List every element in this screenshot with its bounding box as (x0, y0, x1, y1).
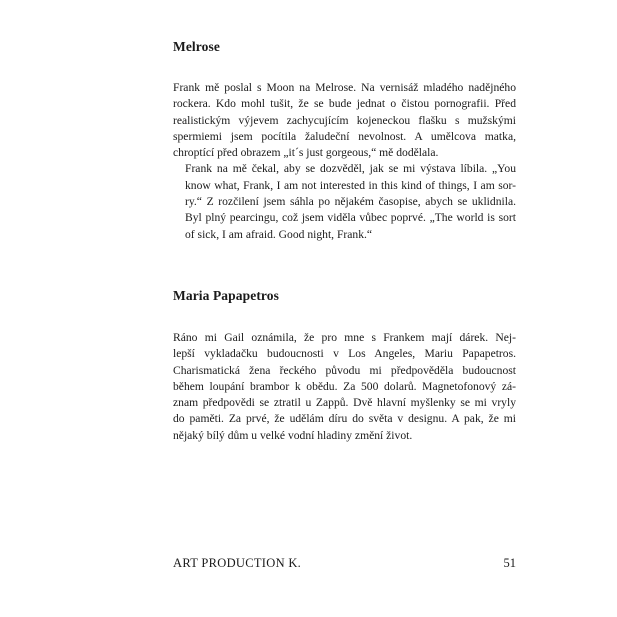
section-title-maria-papapetros: Maria Papapetros (173, 288, 279, 303)
text-line: spermiemi jsem pocítila žaludeční nevolnost. A umělcova matka, (173, 129, 516, 143)
footer-publisher: ART PRODUCTION K. (173, 556, 302, 570)
text-line: know what, Frank, I am not interested in this kind of things, I am sor- (185, 178, 516, 192)
text-line: of sick, I am afraid. Good night, Frank.“ (185, 227, 373, 241)
text-line: Frank mě poslal s Moon na Melrose. Na vernisáž mladého nadějného (173, 81, 516, 94)
paragraph (173, 330, 516, 444)
text-line: Ráno mi Gail oznámila, že pro mne s Frankem mají dárek. Nej- (173, 331, 516, 344)
text-line: znam předpovědi se ztratil u Zappů. Dvě hlavní myšlenky se mi vryly (173, 396, 516, 410)
paragraph (173, 80, 516, 161)
paragraph (173, 161, 516, 242)
text-line: ry.“ Z rozčilení jsem sáhla po nějakém časopise, abych se uklidnila. (185, 195, 516, 209)
text-line: chroptící před obrazem „it´s just gorgeous,“ mě dodělala. (173, 146, 439, 160)
section-title-melrose: Melrose (173, 39, 220, 54)
text-line: Byl plný pearcingu, což jsem viděla vůbec poprvé. „The world is sort (185, 211, 516, 225)
section-body-melrose (173, 80, 516, 243)
text-line: nějaký bílý dům u velké vodní hladiny změní život. (173, 428, 413, 442)
text-line: rockera. Kdo mohl tušit, že se bude jednat o čistou pornografii. Před (173, 97, 516, 111)
text-line: do paměti. Za prvé, že udělám díru do světa v designu. A pak, že mi (173, 412, 516, 426)
text-line: lepší vykladačku budoucnosti v Los Angeles, Mariu Papapetros. (173, 347, 516, 361)
section-body-maria-papapetros (173, 330, 516, 444)
text-line: během loupání brambor k obědu. Za 500 dolarů. Magnetofonový zá- (173, 379, 516, 393)
text-line: Frank na mě čekal, aby se dozvěděl, jak se mi výstava líbila. „You (185, 162, 516, 176)
text-line: Charismatická žena řeckého původu mi předpověděla budoucnost (173, 363, 516, 377)
page-number: 51 (503, 556, 516, 570)
text-line: realistickým výjevem zachycujícím kojeneckou flašku s mužskými (173, 113, 516, 127)
